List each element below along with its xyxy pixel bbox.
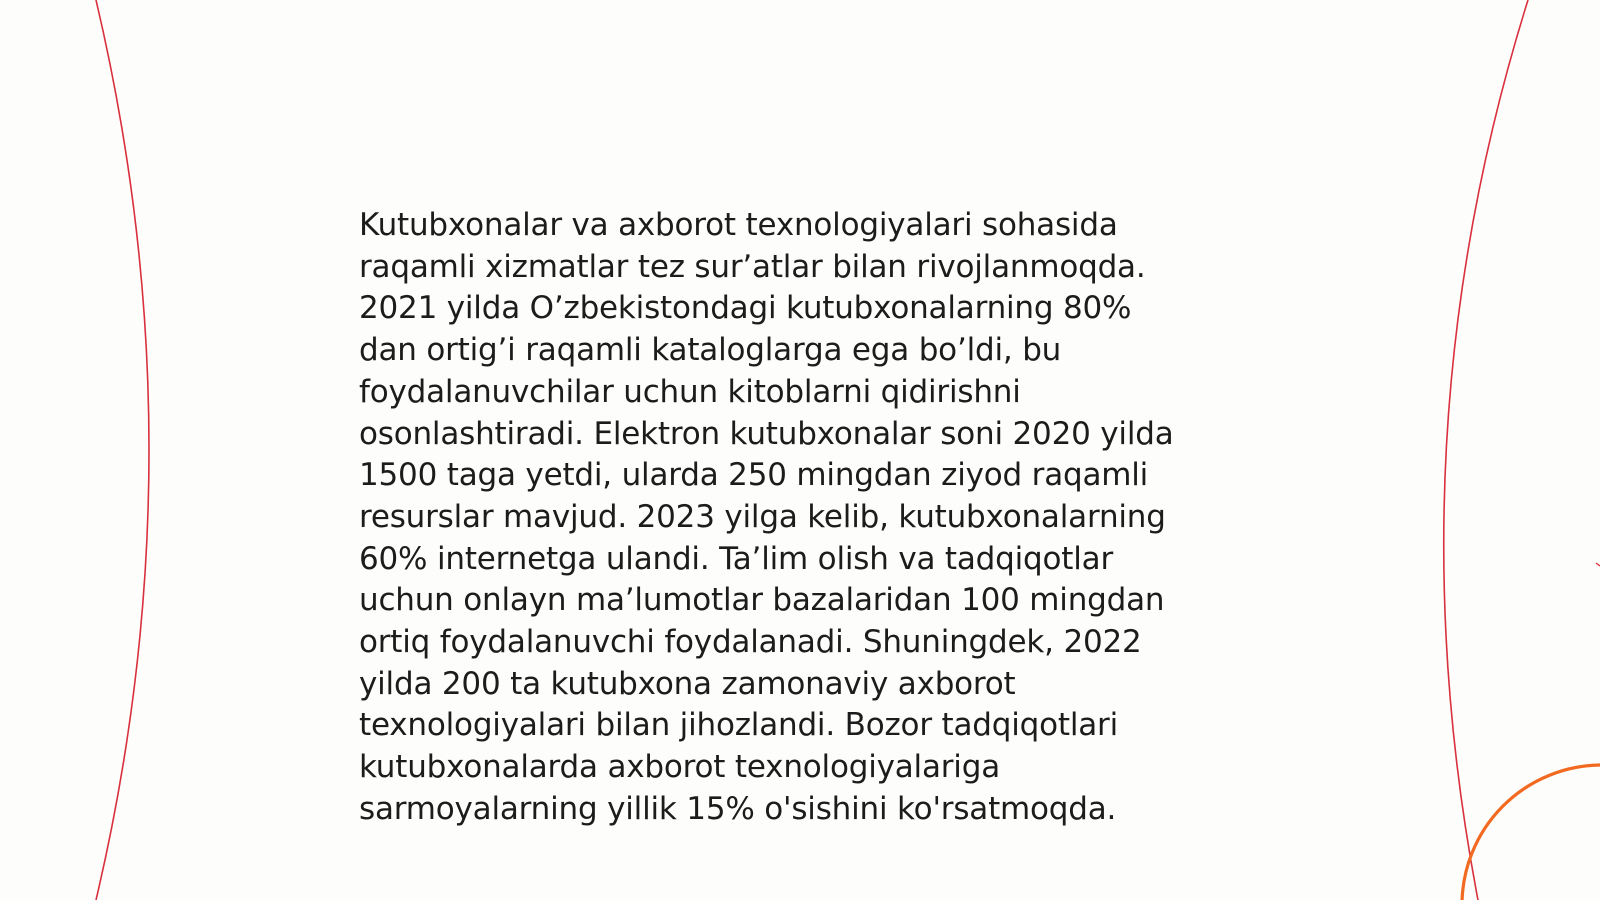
slide-body-text: Kutubxonalar va axborot texnologiyalari sohasida raqamli xizmatlar tez sur’atlar bilan rivojlanmoqda. 2021 yilda O’zbekistondagi kutubxonalarning 80% dan ortig’i raqamli kataloglarga ega bo’ldi, bu foydalanuvchilar uchun kitoblarni qidirishni osonlashtiradi. Elektron kutubxonalar soni 2020 yilda 1500 taga yetdi, ularda 250 mingdan ziyod raqamli resurslar mavjud. 2023 yilga kelib, kutubxonalarning 60% internetga ulandi. Ta’lim olish va tadqiqotlar uchun onlayn ma’lumotlar bazalaridan 100 mingdan ortiq foydalanuvchi foydalanadi. Shuningdek, 2022 yilda 200 ta kutubxona zamonaviy axborot texnologiyalari bilan jihozlandi. Bozor tadqiqotlari kutubxonalarda axborot texnologiyalariga sarmoyalarning yillik 15% o'sishini ko'rsatmoqda.	[359, 207, 1174, 827]
left-decorative-curve	[96, 0, 149, 900]
orange-decorative-circle	[1462, 765, 1600, 900]
right-decorative-curve	[1444, 0, 1528, 900]
small-accent-mark	[1596, 563, 1600, 566]
